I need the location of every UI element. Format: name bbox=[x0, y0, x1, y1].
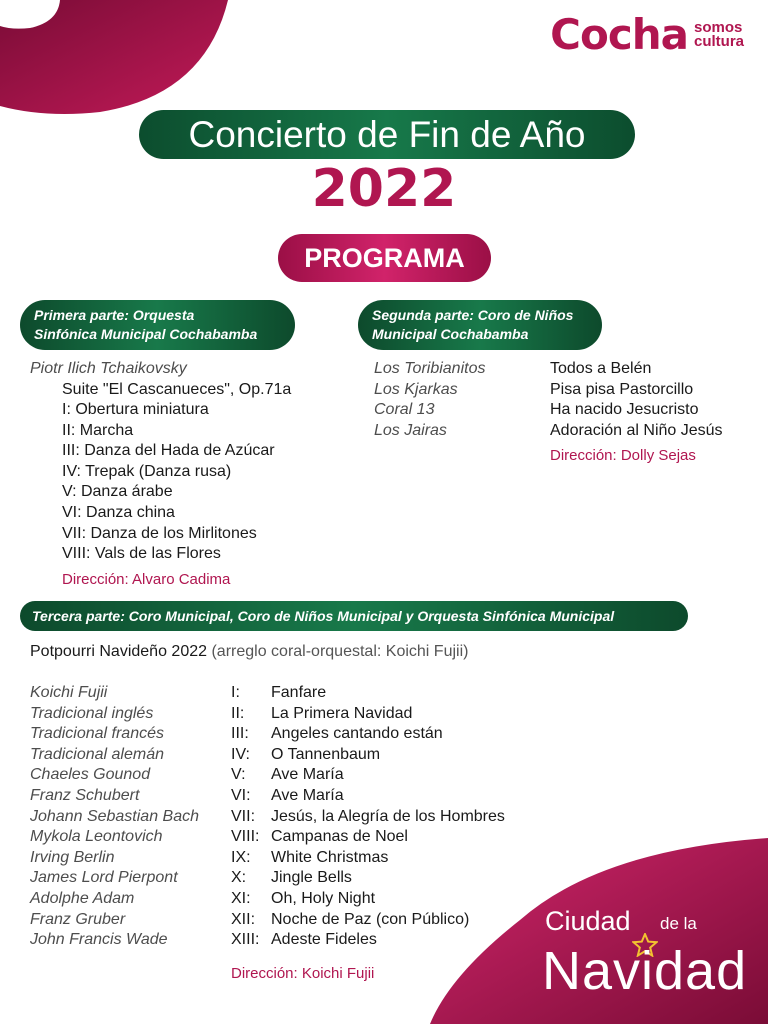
author-item: Los Kjarkas bbox=[374, 380, 458, 398]
numeral-item: II: bbox=[231, 704, 245, 722]
movement-item: VI: Danza china bbox=[62, 503, 175, 521]
piece-item: O Tannenbaum bbox=[271, 745, 381, 763]
piece-item: Fanfare bbox=[271, 684, 327, 701]
composer-item: Johann Sebastian Bach bbox=[30, 807, 200, 825]
movement-item: II: Marcha bbox=[62, 421, 134, 439]
composer-item: Franz Gruber bbox=[30, 910, 126, 928]
composer-item: Tradicional francés bbox=[30, 725, 164, 743]
numeral-item: XII: bbox=[231, 910, 256, 928]
part1-direction: Dirección: Alvaro Cadima bbox=[62, 571, 231, 588]
piece-item: Adeste Fideles bbox=[271, 931, 377, 949]
cocha-logo bbox=[550, 10, 744, 59]
concert-title: Concierto de Fin de Año bbox=[139, 110, 635, 159]
part1-title: Primera parte: Orquesta Sinfónica Municipal Cochabamba bbox=[20, 300, 295, 350]
numeral-item: IV: bbox=[231, 745, 250, 763]
piece-item: Jingle Bells bbox=[271, 869, 352, 887]
part3-potpourri: Potpourri Navideño 2022 (arreglo coral-orquestal: Koichi Fujii) bbox=[30, 643, 469, 660]
author-item: Los Toribianitos bbox=[374, 360, 486, 377]
numeral-item: XIII: bbox=[231, 931, 260, 949]
composer-item: Koichi Fujii bbox=[30, 684, 108, 701]
piece-item: Ave María bbox=[271, 786, 344, 804]
part3-title: Tercera parte: Coro Municipal, Coro de Niños Municipal y Orquesta Sinfónica Municipal bbox=[20, 601, 688, 631]
numeral-item: XI: bbox=[231, 889, 251, 907]
piece-item: Angeles cantando están bbox=[271, 725, 443, 743]
part1-suite: Suite "El Cascanueces", Op.71a bbox=[62, 381, 292, 398]
song-item: Adoración al Niño Jesús bbox=[550, 421, 723, 439]
program-label: PROGRAMA bbox=[278, 234, 491, 282]
composer-item: James Lord Pierpont bbox=[30, 869, 178, 887]
part1-composer: Piotr Ilich Tchaikovsky bbox=[30, 360, 187, 377]
part1-movements-list bbox=[62, 400, 275, 565]
part2-direction: Dirección: Dolly Sejas bbox=[550, 447, 696, 464]
part2-songs-list bbox=[550, 359, 723, 441]
movement-item: VII: Danza de los Mirlitones bbox=[62, 524, 257, 542]
composer-item: Mykola Leontovich bbox=[30, 828, 163, 846]
piece-item: White Christmas bbox=[271, 848, 389, 866]
movement-item: IV: Trepak (Danza rusa) bbox=[62, 462, 232, 480]
author-item: Los Jairas bbox=[374, 421, 447, 439]
movement-item: VIII: Vals de las Flores bbox=[62, 545, 221, 563]
logo-main-text: Cocha bbox=[550, 10, 688, 59]
movement-item: V: Danza árabe bbox=[62, 483, 173, 501]
composer-item: Tradicional alemán bbox=[30, 745, 164, 763]
piece-item: Ave María bbox=[271, 766, 344, 784]
numeral-item: VI: bbox=[231, 786, 251, 804]
numeral-item: X: bbox=[231, 869, 247, 887]
numeral-item: I: bbox=[231, 684, 240, 701]
piece-item: La Primera Navidad bbox=[271, 704, 413, 722]
part3-pieces-list bbox=[271, 683, 505, 951]
part2-title: Segunda parte: Coro de Niños Municipal Cochabamba bbox=[358, 300, 602, 350]
composer-item: Tradicional inglés bbox=[30, 704, 154, 722]
logo-sub-text: somos cultura bbox=[693, 19, 744, 50]
author-item: Coral 13 bbox=[374, 401, 435, 419]
part3-direction: Dirección: Koichi Fujii bbox=[231, 965, 375, 982]
part2-authors-list bbox=[374, 359, 485, 441]
movement-item: I: Obertura miniatura bbox=[62, 401, 209, 418]
song-item: Ha nacido Jesucristo bbox=[550, 401, 699, 419]
numeral-item: VIII: bbox=[231, 828, 260, 846]
composer-item: Irving Berlin bbox=[30, 848, 115, 866]
song-item: Todos a Belén bbox=[550, 360, 652, 377]
composer-item: Franz Schubert bbox=[30, 786, 140, 804]
numeral-item: III: bbox=[231, 725, 249, 743]
numeral-item: VII: bbox=[231, 807, 256, 825]
piece-item: Campanas de Noel bbox=[271, 828, 408, 846]
concert-year: 2022 bbox=[311, 159, 457, 219]
composer-item: Chaeles Gounod bbox=[30, 766, 151, 784]
numeral-item: IX: bbox=[231, 848, 251, 866]
composer-item: Adolphe Adam bbox=[30, 889, 135, 907]
piece-item: Noche de Paz (con Público) bbox=[271, 910, 470, 928]
part3-composers-list bbox=[30, 683, 199, 951]
song-item: Pisa pisa Pastorcillo bbox=[550, 380, 694, 398]
movement-item: III: Danza del Hada de Azúcar bbox=[62, 442, 275, 460]
numeral-item: V: bbox=[231, 766, 246, 784]
composer-item: John Francis Wade bbox=[30, 931, 168, 949]
piece-item: Oh, Holy Night bbox=[271, 889, 376, 907]
piece-item: Jesús, la Alegría de los Hombres bbox=[271, 807, 505, 825]
part3-numerals-list bbox=[231, 683, 259, 951]
